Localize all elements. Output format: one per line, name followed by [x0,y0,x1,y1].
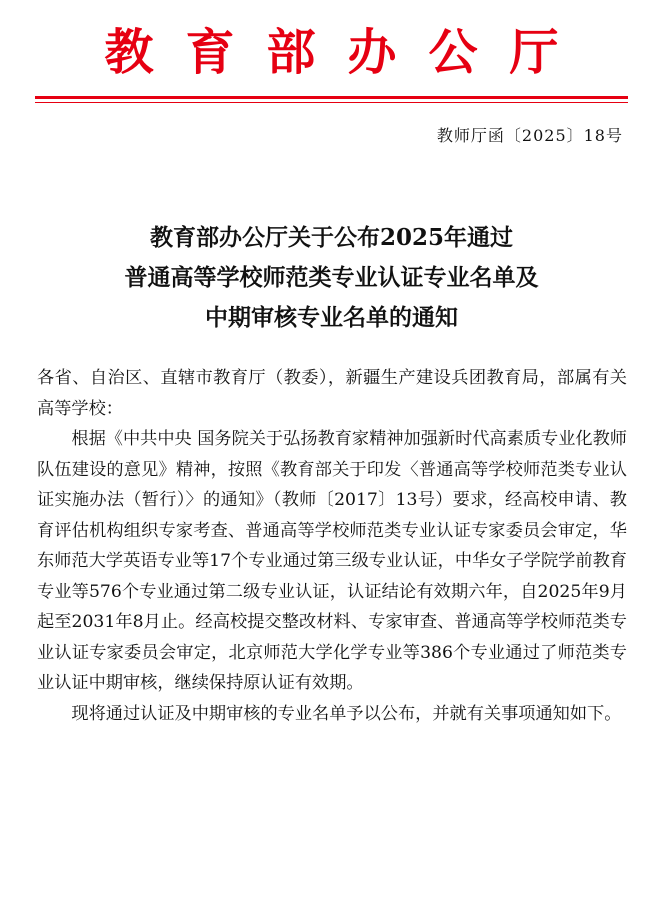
document-title [0,218,663,338]
body-paragraph: 根据《中共中央 国务院关于弘扬教育家精神加强新时代高素质专业化教师队伍建设的意见》精神，按照《教育部关于印发〈普通高等学校师范类专业认证实施办法（暂行）〉的通知》（教师〔2017〕13号）要求，经高校申请、教育评估机构组织专家考查、普通高等学校师范类专业认证专家委员会审定，华东师范大学英语专业等17个专业通过第三级专业认证，中华女子学院学前教育专业等576个专业通过第二级专业认证，认证结论有效期六年，自2025年9月起至2031年8月止。经高校提交整改材料、专家审查、普通高等学校师范类专业认证专家委员会审定，北京师范大学化学专业等386个专业通过了师范类专业认证中期审核，继续保持原认证有效期。 [37,429,627,693]
salutation: 各省、自治区、直辖市教育厅（教委），新疆生产建设兵团教育局，部属有关高等学校： [37,368,627,419]
document-number: 教师厅函〔2025〕18号 [436,126,623,145]
body-paragraph: 现将通过认证及中期审核的专业名单予以公布，并就有关事项通知如下。 [71,703,622,724]
title-line: 中期审核专业名单的通知 [205,304,458,331]
title-line: 教育部办公厅关于公布2025年通过 [149,224,513,251]
title-line: 普通高等学校师范类专业认证专业名单及 [124,264,539,291]
red-divider-thick [35,96,628,99]
document-body [37,363,627,729]
red-divider-thin [35,102,628,103]
issuer-header: 教育部办公厅 [104,23,591,81]
